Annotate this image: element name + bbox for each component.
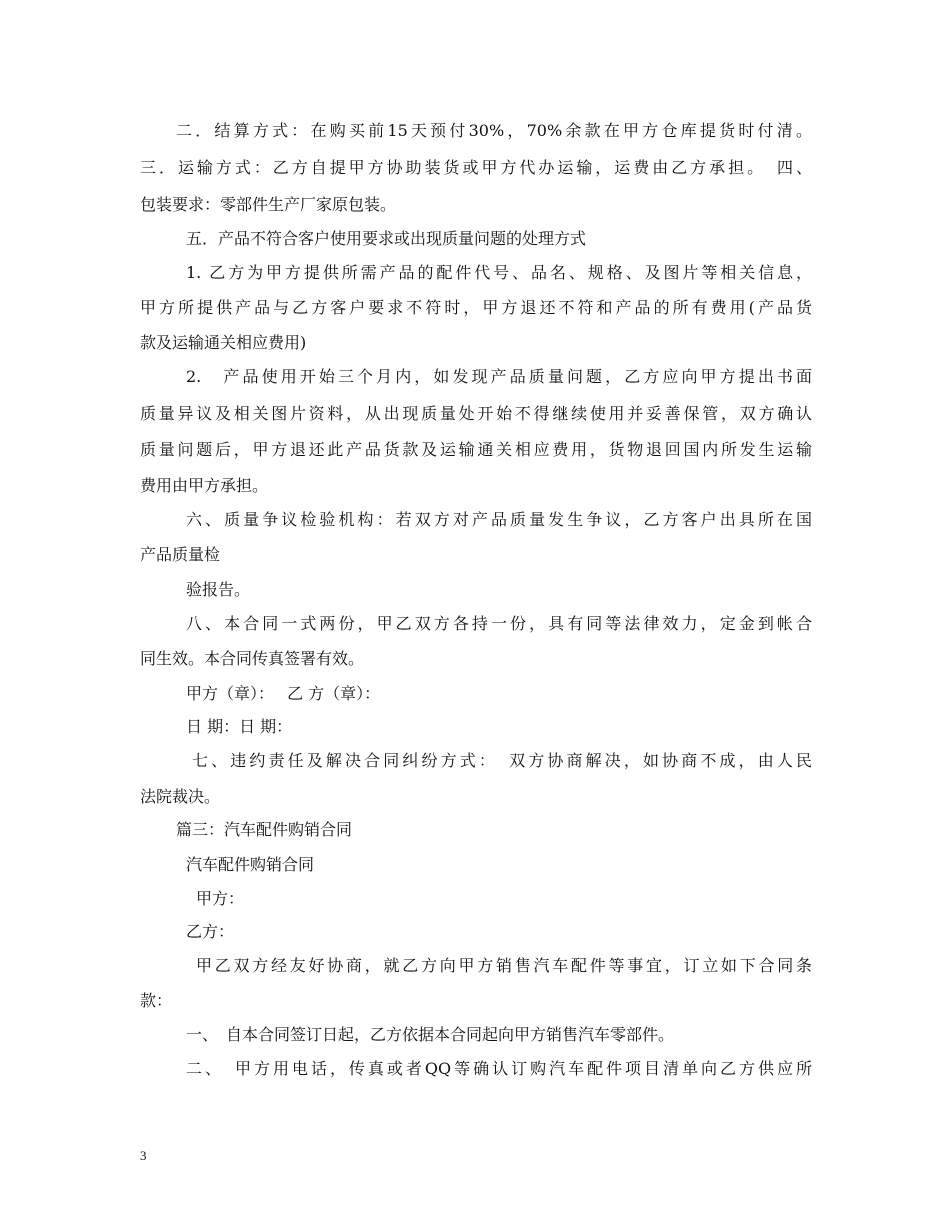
text-line: 费用由甲方承担。	[140, 476, 269, 495]
text-line: 甲乙双方经友好协商，就乙方向甲方销售汽车配件等事宜，订立如下合同条	[196, 956, 812, 975]
text-line: 质量异议及相关图片资料，从出现质量处开始不得继续使用并妥善保管，双方确认	[140, 404, 812, 423]
text-line: 八、本合同一式两份，甲乙双方各持一份，具有同等法律效力，定金到帐合	[186, 614, 812, 633]
text-line: 1. 乙方为甲方提供所需产品的配件代号、品名、规格、及图片等相关信息，	[186, 263, 812, 282]
text-line: 七、违约责任及解决合同纠纷方式： 双方协商解决，如协商不成，由人民	[192, 751, 812, 770]
text-line: 验报告。	[186, 580, 251, 599]
text-line: 三．运输方式：乙方自提甲方协助装货或甲方代办运输，运费由乙方承担。 四、	[140, 158, 812, 177]
text-line: 款：	[140, 991, 173, 1010]
text-line: 五．产品不符合客户使用要求或出现质量问题的处理方式	[186, 229, 587, 248]
text-line: 款及运输通关相应费用)	[140, 333, 307, 352]
text-line: 产品质量检	[140, 545, 221, 564]
text-line: 法院裁决。	[140, 787, 221, 806]
page-number: 3	[140, 1148, 147, 1163]
contract-title: 汽车配件购销合同	[186, 855, 315, 874]
text-line: 包装要求：零部件生产厂家原包装。	[140, 195, 397, 214]
text-line: 同生效。本合同传真签署有效。	[140, 649, 365, 668]
text-line: 甲方所提供产品与乙方客户要求不符时，甲方退还不符和产品的所有费用(产品货	[140, 298, 812, 317]
section-heading: 篇三：汽车配件购销合同	[176, 820, 353, 839]
date-line: 日 期：日 期：	[186, 717, 293, 736]
text-line: 六、质量争议检验机构：若双方对产品质量发生争议，乙方客户出具所在国	[186, 510, 812, 529]
text-line: 2. 产品使用开始三个月内，如发现产品质量问题，乙方应向甲方提出书面	[186, 367, 812, 386]
text-line: 二、 甲方用电话，传真或者QQ等确认订购汽车配件项目清单向乙方供应所	[186, 1059, 812, 1078]
party-b-label: 乙方：	[186, 922, 235, 941]
party-a-label: 甲方：	[196, 889, 245, 908]
text-line: 质量问题后，甲方退还此产品货款及运输通关相应费用，货物退回国内所发生运输	[140, 440, 812, 459]
signature-line: 甲方（章）： 乙 方（章）：	[186, 684, 381, 703]
text-line: 一、 自本合同签订日起，乙方依据本合同起向甲方销售汽车零部件。	[186, 1025, 675, 1044]
text-line: 二．结算方式：在购买前15天预付30%，70%余款在甲方仓库提货时付清。	[176, 121, 812, 140]
